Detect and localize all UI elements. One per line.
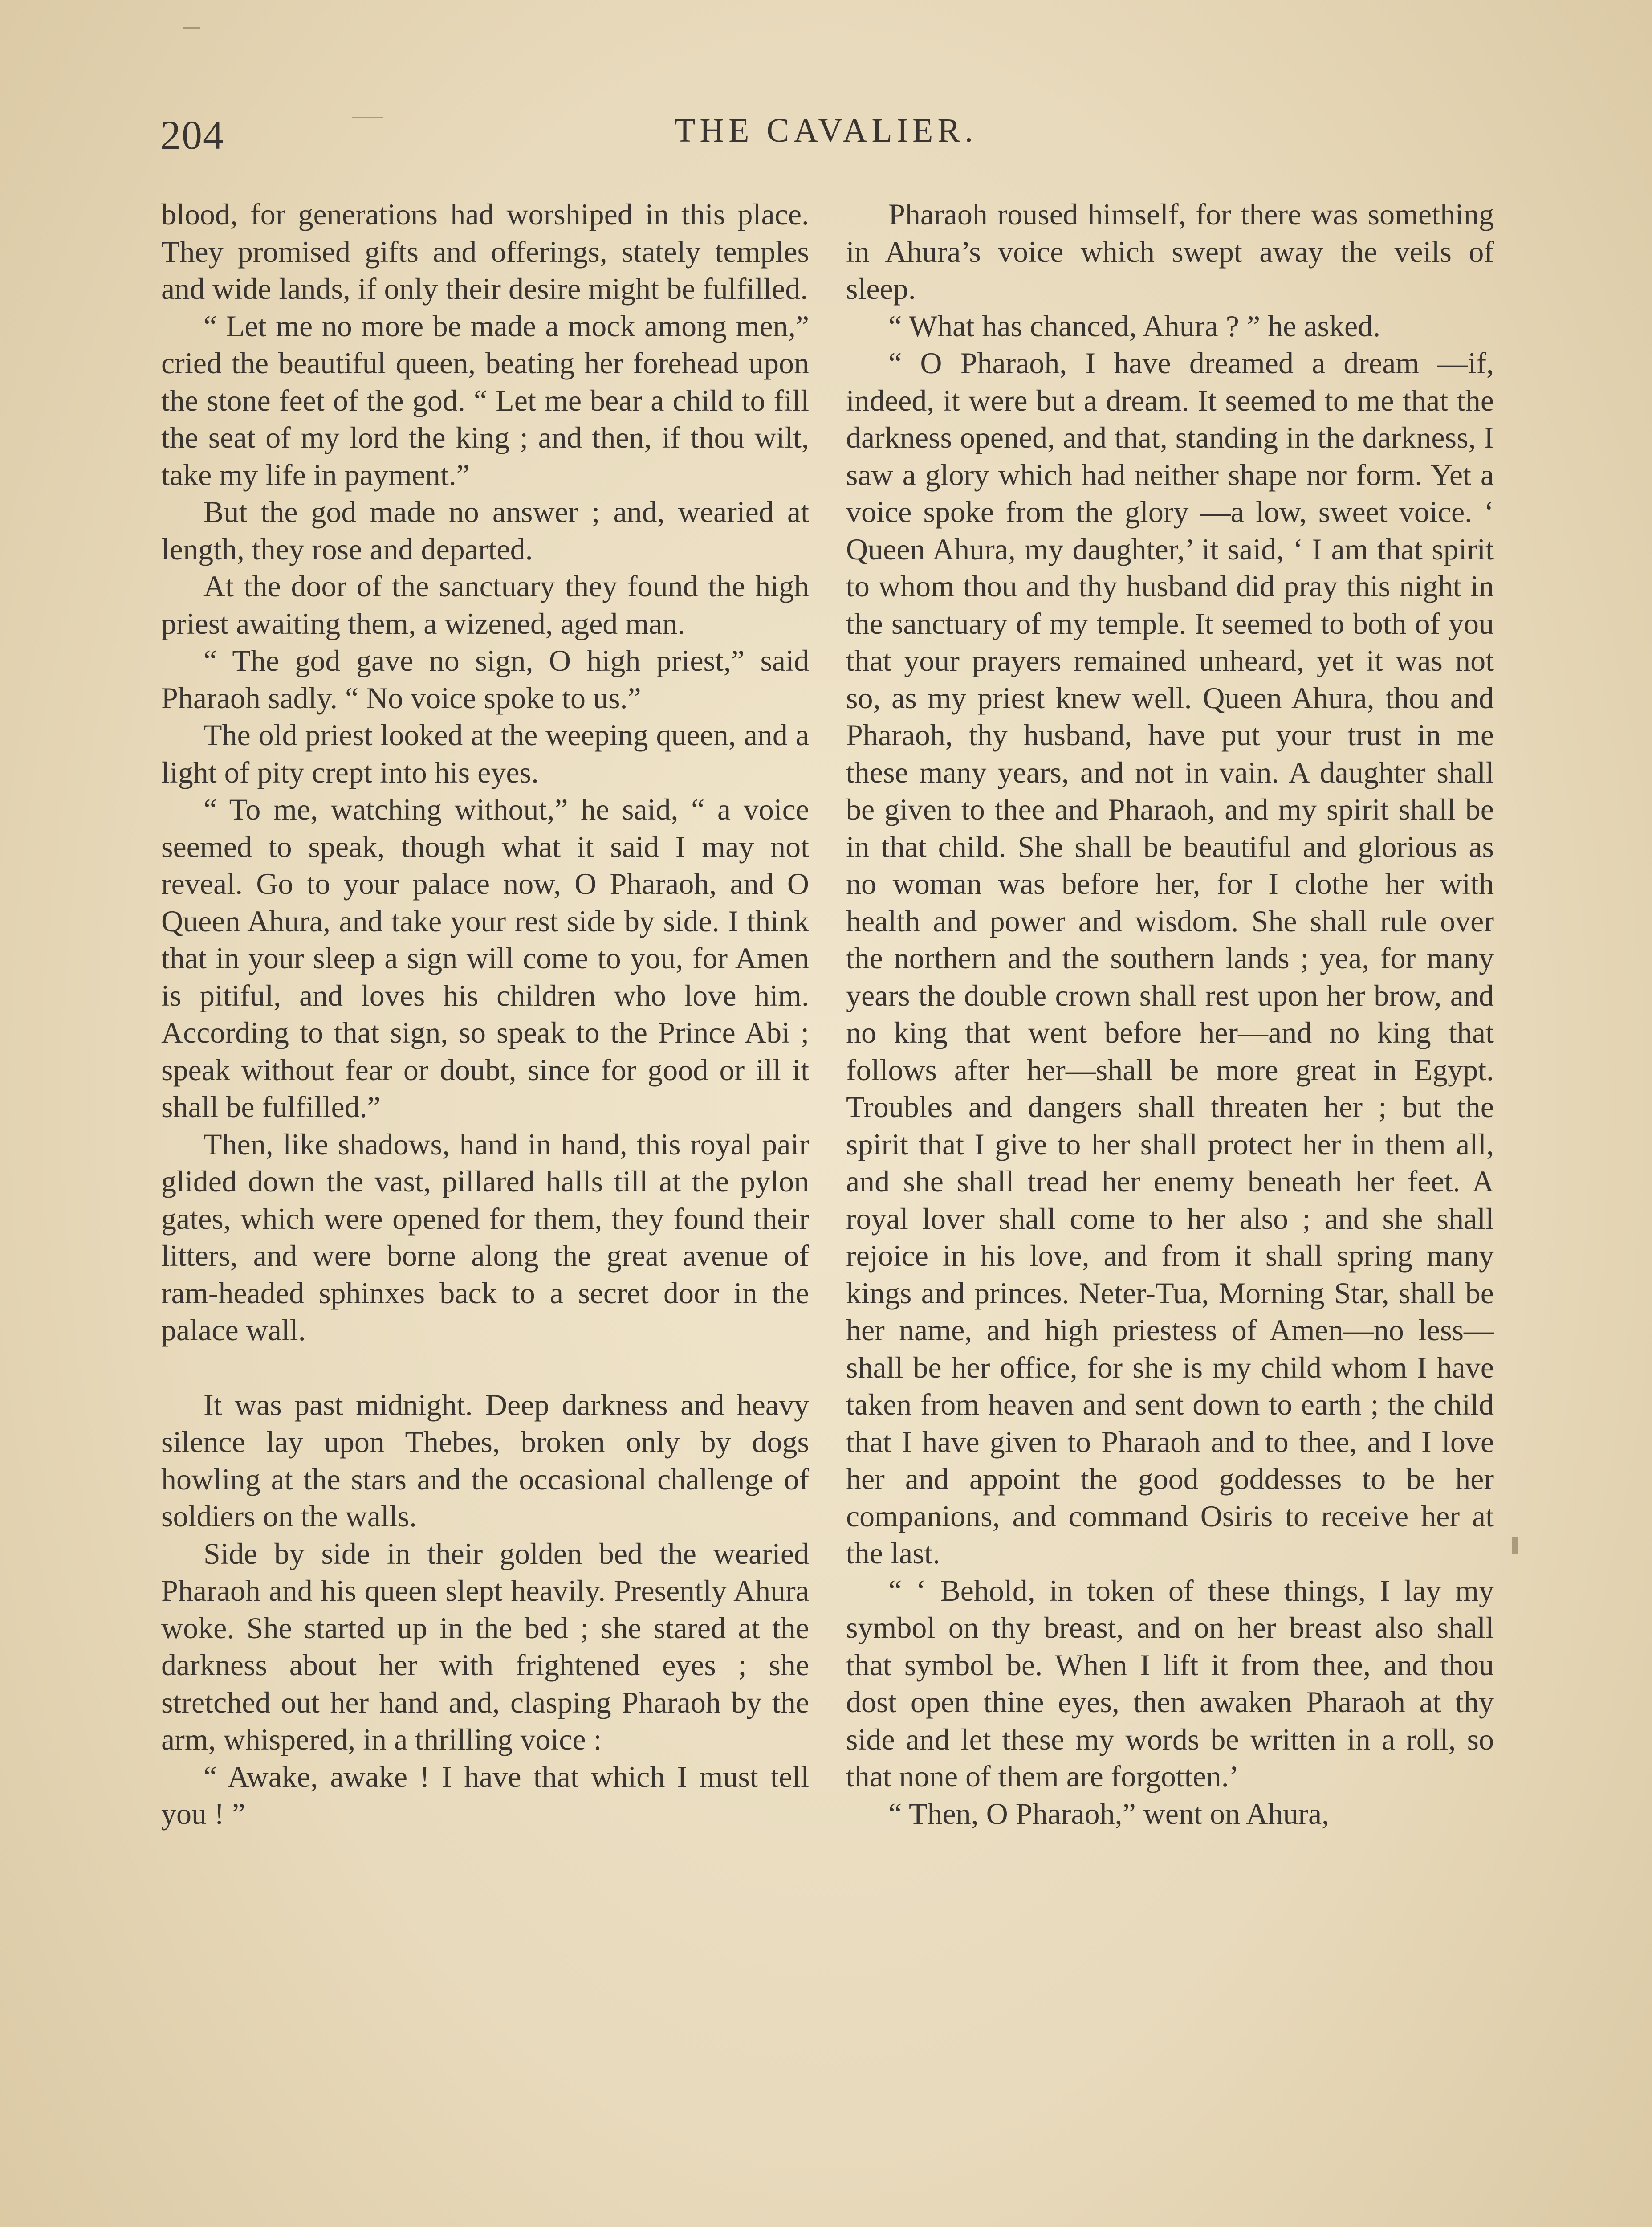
paragraph: “ Awake, awake ! I have that which I must tell you ! ” — [161, 1759, 809, 1831]
text-column-left — [161, 196, 809, 1833]
paragraph: Side by side in their golden bed the wearied Pharaoh and his queen slept heavily. Presently Ahura woke. She started up in the bed ; she stared at the darkness about her with frightened eyes ; she stretched out her hand and, clasping Pharaoh by the arm, whispered, in a thrilling voice : — [161, 1536, 809, 1756]
paragraph: “ The god gave no sign, O high priest,” said Pharaoh sadly. “ No voice spoke to us.” — [161, 644, 809, 715]
page-blemish — [183, 27, 200, 29]
paragraph: “ Then, O Pharaoh,” went on Ahura, — [888, 1796, 1330, 1831]
paragraph: blood, for generations had worshiped in this place. They promised gifts and offerings, stately temples and wide lands, if only their desire might be fulfilled. — [161, 197, 809, 306]
page-blemish — [1512, 1537, 1518, 1554]
paragraph: “ Let me no more be made a mock among men,” cried the beautiful queen, beating her forehead upon the stone feet of the god. “ Let me bear a child to fill the seat of my lord the king ; and then, if thou wilt, take my life in payment.” — [161, 309, 809, 492]
paragraph: Then, like shadows, hand in hand, this royal pair glided down the vast, pillared halls till at the pylon gates, which were opened for them, they found their litters, and were borne along the great avenue of ram-headed sphinxes back to a secret door in the palace wall. — [161, 1127, 809, 1347]
running-title: THE CAVALIER. — [674, 112, 978, 149]
page-header — [160, 111, 1492, 169]
paragraph: “ To me, watching without,” he said, “ a voice seemed to speak, though what it said I may not reveal. Go to your palace now, O Pharaoh, and O Queen Ahura, and take your rest side by side. I think that in your sleep a sign will come to you, for Amen is pitiful, and loves his children who love him. According to that sign, so speak to the Prince Abi ; speak without fear or doubt, since for good or ill it shall be fulfilled.” — [161, 792, 809, 1124]
paragraph: “ O Pharaoh, I have dreamed a dream —if, indeed, it were but a dream. It seemed to me that the darkness opened, and that, standing in the darkness, I saw a glory which had neither shape nor form. Yet a voice spoke from the glory —a low, sweet voice. ‘ Queen Ahura, my daughter,’ it said, ‘ I am that spirit to whom thou and thy husband did pray this night in the sanctuary of my temple. It seemed to both of you that your prayers remained unheard, yet it was not so, as my priest knew well. Queen Ahura, thou and Pharaoh, thy husband, have put your trust in me these many years, and not in vain. A daughter shall be given to thee and Pharaoh, and my spirit shall be in that child. She shall be beautiful and glorious as no woman was before her, for I clothe her with health and power and wisdom. She shall rule over the northern and the southern lands ; yea, for many years the double crown shall rest upon her brow, and no king that went before her—and no king that follows after her—shall be more great in Egypt. Troubles and dangers shall threaten her ; but the spirit that I give to her shall protect her in them all, and she shall tread her enemy beneath her feet. A royal lover shall come to her also ; and she shall rejoice in his love, and from it shall spring many kings and princes. Neter-Tua, Morning Star, shall be her name, and high priestess of Amen—no less—shall be her office, for she is my child whom I have taken from heaven and sent down to earth ; the child that I have given to Pharaoh and to thee, and I love her and appoint the good goddesses to be her companions, and command Osiris to receive her at the last. — [846, 346, 1494, 1570]
page-number: 204 — [160, 112, 224, 158]
text-column-right — [846, 196, 1494, 1832]
paragraph: The old priest looked at the weeping queen, and a light of pity crept into his eyes. — [161, 718, 809, 789]
paragraph: But the god made no answer ; and, wearied at length, they rose and departed. — [161, 495, 809, 566]
paragraph: At the door of the sanctuary they found the high priest awaiting them, a wizened, aged man. — [161, 569, 809, 640]
paragraph: “ ‘ Behold, in token of these things, I lay my symbol on thy breast, and on her breast also shall that symbol be. When I lift it from thee, and thou dost open thine eyes, then awaken Pharaoh at thy side and let these my words be written in a roll, so that none of them are forgotten.’ — [846, 1573, 1494, 1793]
paragraph: It was past midnight. Deep darkness and heavy silence lay upon Thebes, broken only by dogs howling at the stars and the occasional challenge of soldiers on the walls. — [161, 1387, 809, 1533]
paragraph: “ What has chanced, Ahura ? ” he asked. — [888, 309, 1381, 343]
paragraph: Pharaoh roused himself, for there was something in Ahura’s voice which swept away the veils of sleep. — [846, 197, 1494, 306]
